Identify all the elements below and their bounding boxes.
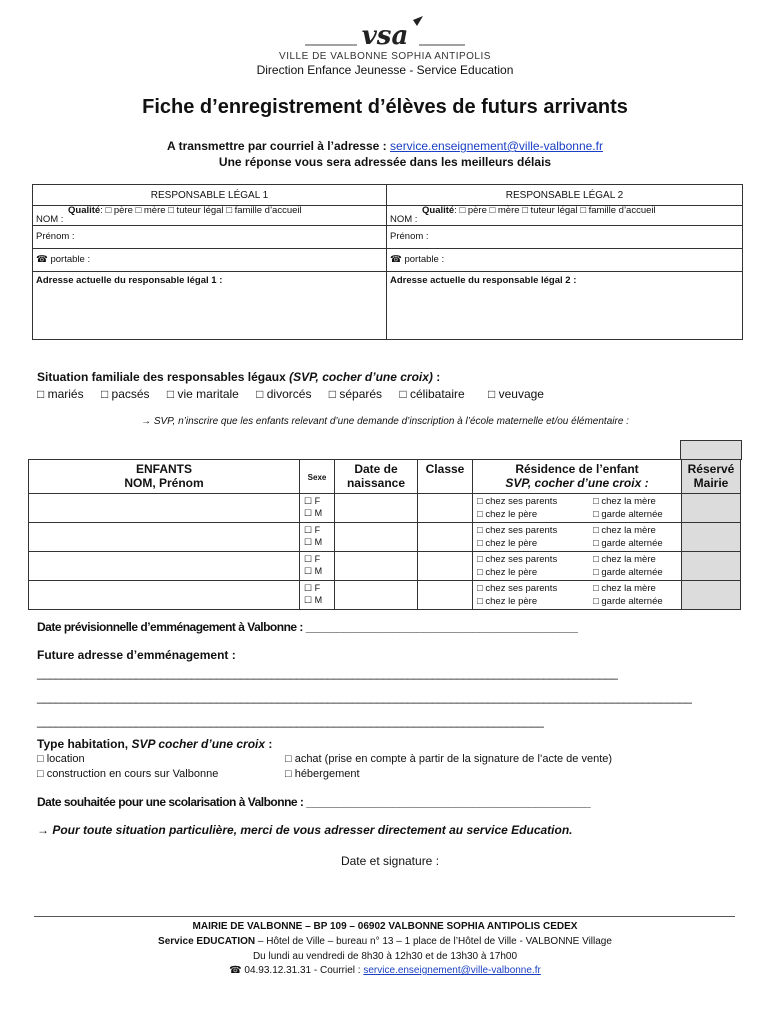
res-parents[interactable]: □ chez ses parents	[477, 554, 558, 565]
qualite-options[interactable]: : □ père □ mère □ tuteur légal □ famille d’accueil	[100, 205, 302, 216]
header-date: Date de naissance	[335, 460, 418, 494]
situation-hint: (SVP, cocher d’une croix)	[289, 370, 433, 384]
enfant-nom-cell[interactable]	[29, 581, 300, 610]
responsable1-title: RESPONSABLE LÉGAL 1	[33, 185, 387, 206]
page-title: Fiche d’enregistrement d’élèves de futurs arrivants	[142, 96, 628, 118]
res-mere[interactable]: □ chez la mère	[593, 583, 656, 594]
situation-particuliere-note: → Pour toute situation particulière, merci de vous adresser directement au service Education.	[37, 823, 573, 837]
sexe-f[interactable]: ☐ F	[304, 525, 321, 535]
footer-phone: ☎ 04.93.12.31.31 - Courriel :	[229, 965, 361, 976]
res-garde[interactable]: □ garde alternée	[593, 509, 663, 520]
nom-label: NOM :	[36, 214, 64, 225]
future-adresse-label: Future adresse d’emménagement :	[37, 648, 236, 662]
type-construction[interactable]: □ construction en cours sur Valbonne	[37, 768, 219, 780]
table-row	[29, 523, 741, 552]
type-location[interactable]: □ location	[37, 753, 85, 765]
option-veuvage[interactable]: □ veuvage	[488, 387, 544, 401]
header-enfants-label: ENFANTS	[135, 462, 192, 476]
sexe-f[interactable]: ☐ F	[304, 583, 321, 593]
res-mere[interactable]: □ chez la mère	[593, 525, 656, 536]
classe-cell[interactable]	[418, 552, 473, 581]
footer-service	[0, 936, 770, 947]
logo	[305, 14, 465, 54]
date-cell[interactable]	[335, 523, 418, 552]
intro-response: Une réponse vous sera adressée dans les meilleurs délais	[218, 155, 552, 169]
responsables-table	[32, 184, 743, 340]
responsable1-prenom[interactable]: Prénom :	[33, 226, 387, 249]
situation-colon: :	[432, 370, 441, 384]
city-name: VILLE DE VALBONNE SOPHIA ANTIPOLIS	[279, 51, 491, 62]
future-adresse-line-1[interactable]: ______________________________________________________________________________________________	[37, 666, 618, 680]
enfants-table	[28, 459, 741, 610]
header-sexe: Sexe	[300, 460, 335, 494]
header-residence-hint: SVP, cocher d’une croix :	[505, 476, 649, 490]
table-row	[29, 552, 741, 581]
responsable2-title: RESPONSABLE LÉGAL 2	[387, 185, 743, 206]
res-parents[interactable]: □ chez ses parents	[477, 525, 558, 536]
residence-cell[interactable]	[473, 523, 682, 552]
footer-service-location: – Hôtel de Ville – bureau n° 13 – 1 place de l’Hôtel de Ville - VALBONNE Village	[255, 936, 612, 947]
responsable1-portable[interactable]: ☎ portable :	[33, 249, 387, 272]
enfant-nom-cell[interactable]	[29, 552, 300, 581]
res-pere[interactable]: □ chez le père	[477, 567, 538, 578]
responsable1-adresse[interactable]: Adresse actuelle du responsable légal 1 :	[33, 272, 387, 340]
qualite-label: Qualité	[422, 205, 455, 216]
footer-service-name: Service EDUCATION	[158, 936, 256, 947]
sexe-cell[interactable]	[300, 494, 335, 523]
footer-contact	[0, 965, 770, 976]
header-nom-label: NOM, Prénom	[124, 476, 204, 490]
option-divorces[interactable]: □ divorcés	[256, 387, 312, 401]
qualite-label: Qualité	[68, 205, 101, 216]
residence-cell[interactable]	[473, 494, 682, 523]
nom-label: NOM :	[390, 214, 418, 225]
res-parents[interactable]: □ chez ses parents	[477, 583, 558, 594]
header-residence	[473, 460, 682, 494]
footer-hours: Du lundi au vendredi de 8h30 à 12h30 et de 13h30 à 17h00	[252, 951, 518, 962]
situation-label	[37, 370, 440, 384]
option-vie-maritale[interactable]: □ vie maritale	[166, 387, 239, 401]
option-maries[interactable]: □ mariés	[37, 387, 84, 401]
option-pacses[interactable]: □ pacsés	[100, 387, 150, 401]
enfants-note: → SVP, n’inscrire que les enfants relevant d’une demande d’inscription à l’école maternelle et/ou élémentaire :	[141, 416, 629, 427]
classe-cell[interactable]	[418, 581, 473, 610]
option-separes[interactable]: □ séparés	[328, 387, 383, 401]
enfant-nom-cell[interactable]	[29, 523, 300, 552]
res-mere[interactable]: □ chez la mère	[593, 496, 656, 507]
res-pere[interactable]: □ chez le père	[477, 538, 538, 549]
reserve-stub	[680, 440, 742, 460]
sexe-cell[interactable]	[300, 552, 335, 581]
type-colon: :	[265, 737, 273, 751]
date-cell[interactable]	[335, 494, 418, 523]
situation-options	[37, 387, 544, 401]
type-hint: SVP cocher d’une croix	[128, 737, 266, 751]
type-achat[interactable]: □ achat (prise en compte à partir de la signature de l’acte de vente)	[285, 753, 613, 765]
residence-cell[interactable]	[473, 552, 682, 581]
res-pere[interactable]: □ chez le père	[477, 509, 538, 520]
res-pere[interactable]: □ chez le père	[477, 596, 538, 607]
type-habitation-label	[37, 737, 272, 751]
type-hebergement[interactable]: □ hébergement	[285, 768, 360, 780]
res-garde[interactable]: □ garde alternée	[593, 538, 663, 549]
date-cell[interactable]	[335, 581, 418, 610]
sexe-m[interactable]: ☐ M	[304, 595, 323, 605]
header-reserve: Réservé Mairie	[682, 460, 741, 494]
intro-transmit	[0, 139, 770, 153]
sexe-m[interactable]: ☐ M	[304, 566, 323, 576]
date-emmenagement-field[interactable]: Date prévisionnelle d’emménagement à Valbonne : ____________________________________________	[37, 620, 578, 634]
residence-cell[interactable]	[473, 581, 682, 610]
header-residence-label: Résidence de l’enfant	[515, 462, 639, 476]
responsable2-qualite-nom[interactable]	[387, 206, 743, 226]
future-adresse-line-3[interactable]: __________________________________________________________________________________	[37, 714, 544, 728]
reserve-cell	[682, 494, 741, 523]
res-garde[interactable]: □ garde alternée	[593, 567, 663, 578]
logo-text: vsa	[361, 21, 409, 51]
future-adresse-line-2[interactable]: __________________________________________________________________________________________________________	[37, 690, 692, 704]
type-label: Type habitation,	[37, 737, 129, 751]
enfant-nom-cell[interactable]	[29, 494, 300, 523]
responsable2-prenom[interactable]: Prénom :	[387, 226, 743, 249]
sexe-cell[interactable]	[300, 581, 335, 610]
table-row	[29, 494, 741, 523]
date-scolarisation-field[interactable]: Date souhaitée pour une scolarisation à Valbonne : ______________________________________________	[37, 795, 591, 809]
footer-address: MAIRIE DE VALBONNE – BP 109 – 06902 VALBONNE SOPHIA ANTIPOLIS CEDEX	[192, 921, 578, 932]
sexe-m[interactable]: ☐ M	[304, 537, 323, 547]
res-garde[interactable]: □ garde alternée	[593, 596, 663, 607]
res-mere[interactable]: □ chez la mère	[593, 554, 656, 565]
intro-email-link[interactable]: service.enseignement@ville-valbonne.fr	[390, 139, 603, 153]
direction-label: Direction Enfance Jeunesse - Service Education	[256, 63, 514, 77]
vsa-logo-icon	[305, 14, 465, 54]
sexe-f[interactable]: ☐ F	[304, 554, 321, 564]
responsable2-portable[interactable]: ☎ portable :	[387, 249, 743, 272]
responsable2-adresse[interactable]: Adresse actuelle du responsable légal 2 :	[387, 272, 743, 340]
qualite-options[interactable]: : □ père □ mère □ tuteur légal □ famille d’accueil	[454, 205, 656, 216]
date-signature-label[interactable]: Date et signature :	[340, 854, 440, 868]
classe-cell[interactable]	[418, 494, 473, 523]
classe-cell[interactable]	[418, 523, 473, 552]
reserve-cell	[682, 581, 741, 610]
responsable1-qualite-nom[interactable]	[33, 206, 387, 226]
date-cell[interactable]	[335, 552, 418, 581]
sexe-f[interactable]: ☐ F	[304, 496, 321, 506]
sexe-m[interactable]: ☐ M	[304, 508, 323, 518]
footer-divider	[34, 916, 735, 917]
header-enfants	[29, 460, 300, 494]
sexe-cell[interactable]	[300, 523, 335, 552]
situation-text: Situation familiale des responsables légaux	[37, 370, 286, 384]
reserve-cell	[682, 552, 741, 581]
option-celibataire[interactable]: □ célibataire	[399, 387, 465, 401]
reserve-cell	[682, 523, 741, 552]
intro-prefix: A transmettre par courriel à l’adresse :	[167, 139, 387, 153]
footer-email-link[interactable]: service.enseignement@ville-valbonne.fr	[363, 965, 541, 976]
header-classe: Classe	[418, 460, 473, 494]
table-row	[29, 581, 741, 610]
res-parents[interactable]: □ chez ses parents	[477, 496, 558, 507]
